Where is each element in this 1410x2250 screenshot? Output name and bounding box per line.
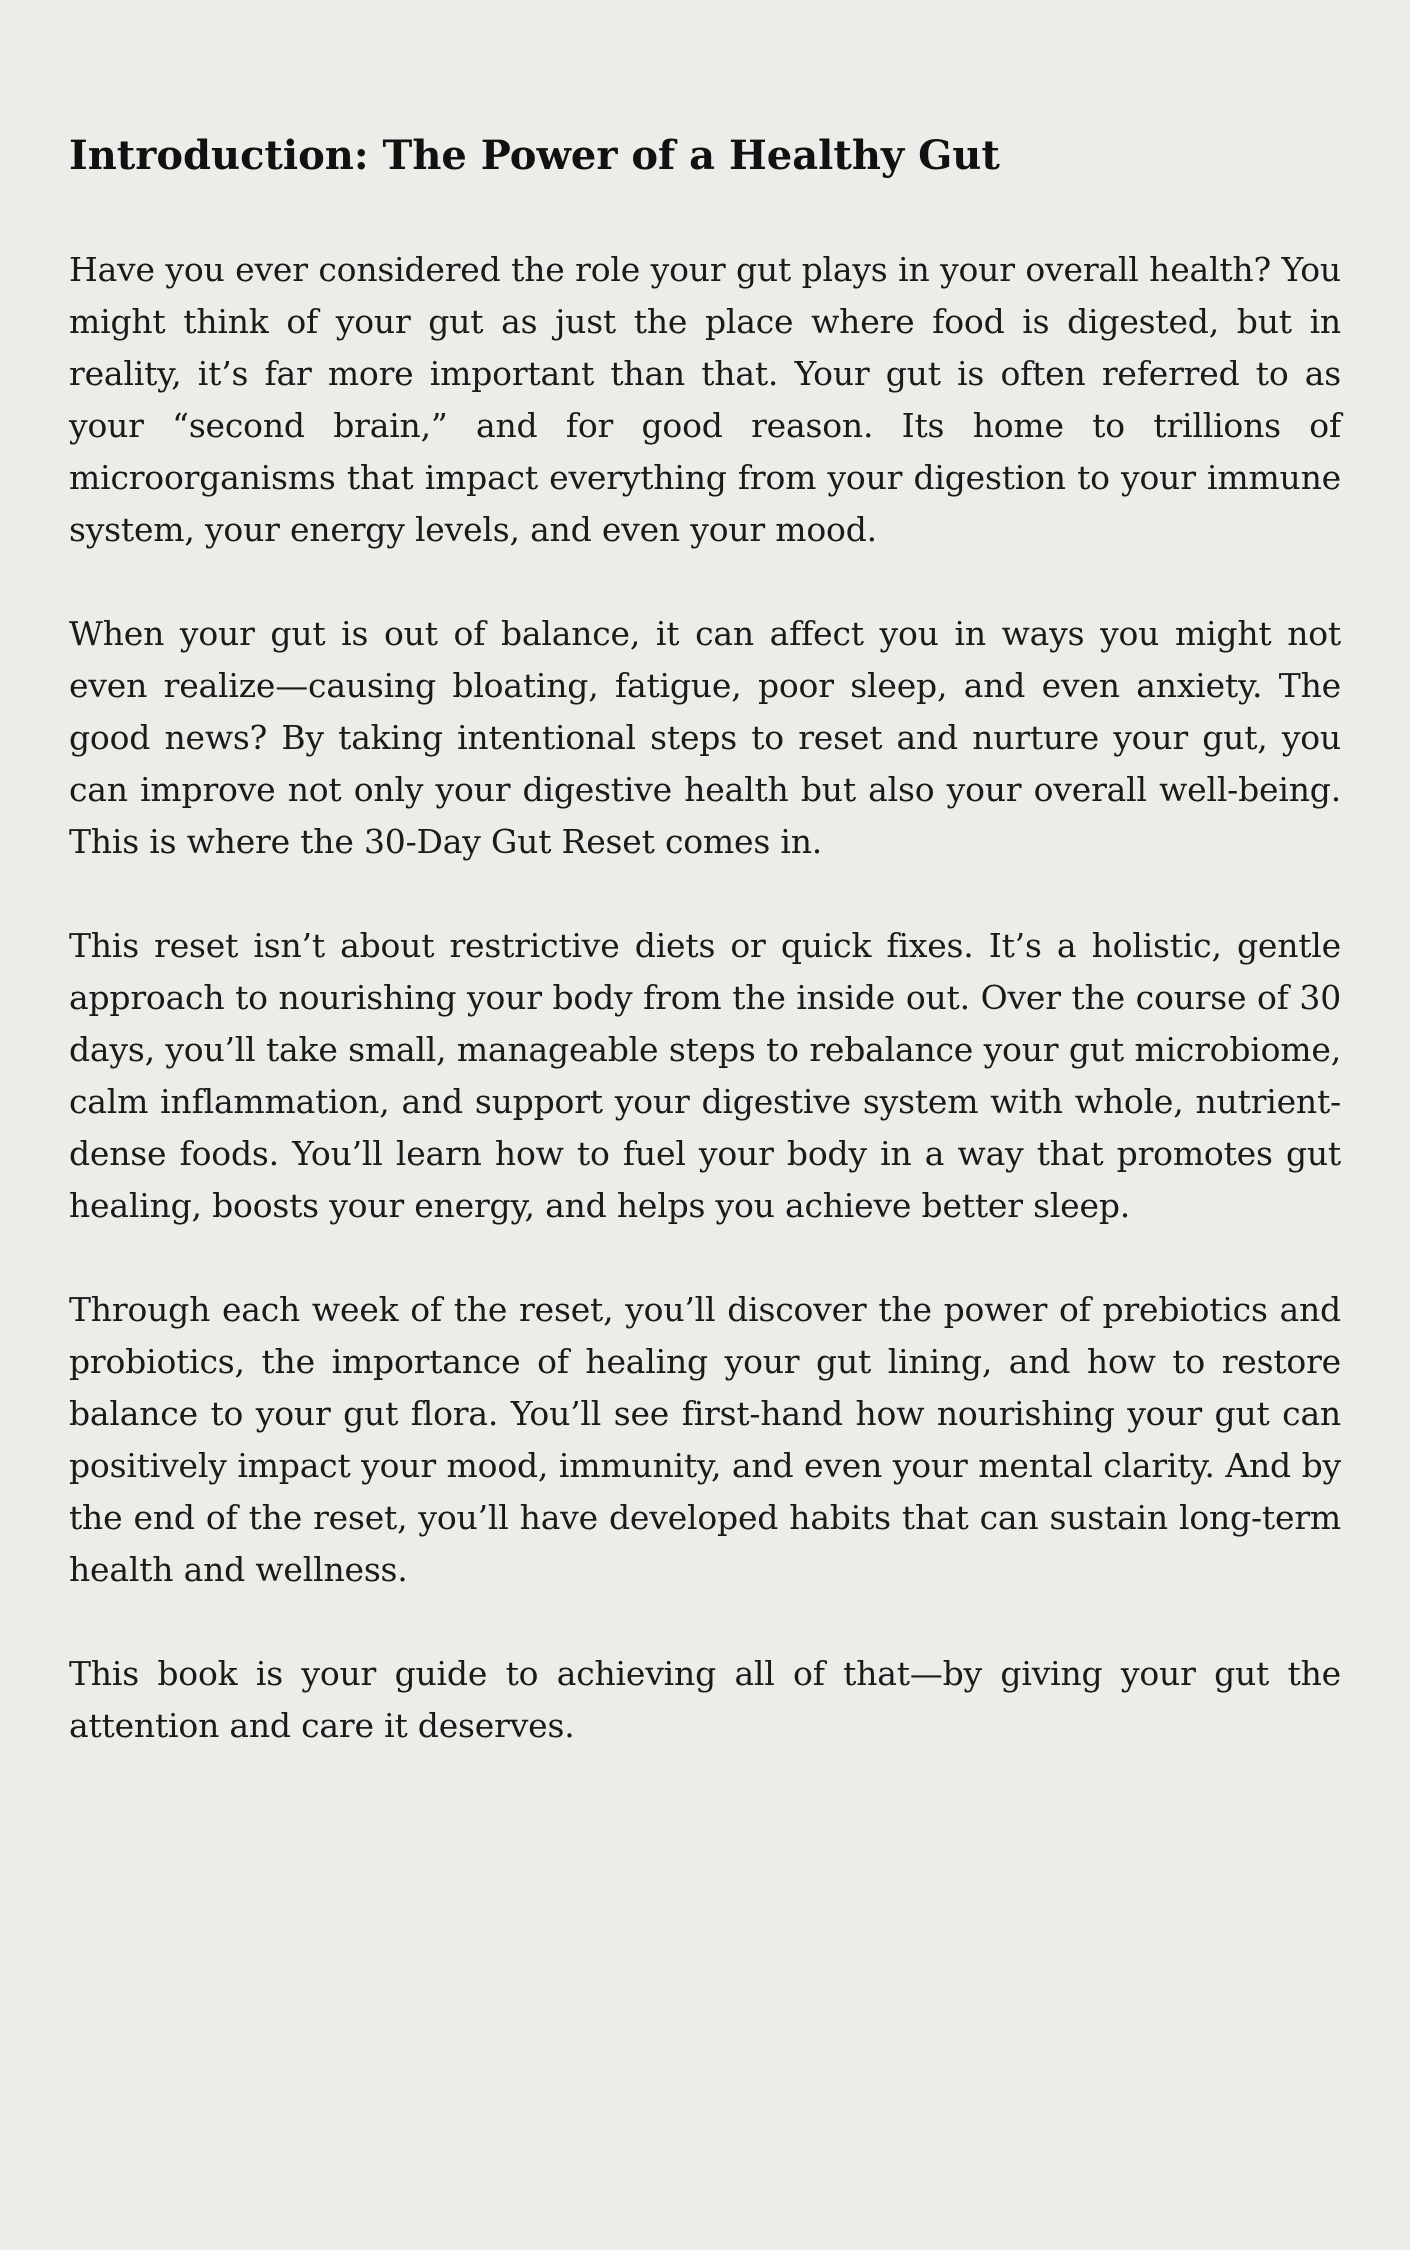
document-page — [69, 0, 1341, 1752]
paragraph: Through each week of the reset, you’ll discover the power of prebiotics and probiotics, the importance of healing your gut lining, and how to restore balance to your gut flora. You’ll see first-hand how nourishing your gut can positively impact your mood, immunity, and even your mental clarity. And by the end of the reset, you’ll have developed habits that can sustain long-term health and wellness. — [69, 1290, 1341, 1589]
paragraph: When your gut is out of balance, it can affect you in ways you might not even realize—causing bloating, fatigue, poor sleep, and even anxiety. The good news? By taking intentional steps to reset and nurture your gut, you can improve not only your digestive health but also your overall well-being. This is where the 30-Day Gut Reset comes in. — [69, 614, 1341, 861]
paragraph: Have you ever considered the role your gut plays in your overall health? You might think of your gut as just the place where food is digested, but in reality, it’s far more important than that. Your gut is often referred to as your “second brain,” and for good reason. Its home to trillions of microorganisms that impact everything from your digestion to your immune system, your energy levels, and even your mood. — [69, 250, 1341, 549]
paragraph: This reset isn’t about restrictive diets or quick fixes. It’s a holistic, gentle approach to nourishing your body from the inside out. Over the course of 30 days, you’ll take small, manageable steps to rebalance your gut microbiome, calm inflammation, and support your digestive system with whole, nutrient-dense foods. You’ll learn how to fuel your body in a way that promotes gut healing, boosts your energy, and helps you achieve better sleep. — [69, 926, 1341, 1225]
page-title: Introduction: The Power of a Healthy Gut — [69, 132, 1000, 179]
paragraph: This book is your guide to achieving all of that—by giving your gut the attention and care it deserves. — [69, 1654, 1341, 1745]
